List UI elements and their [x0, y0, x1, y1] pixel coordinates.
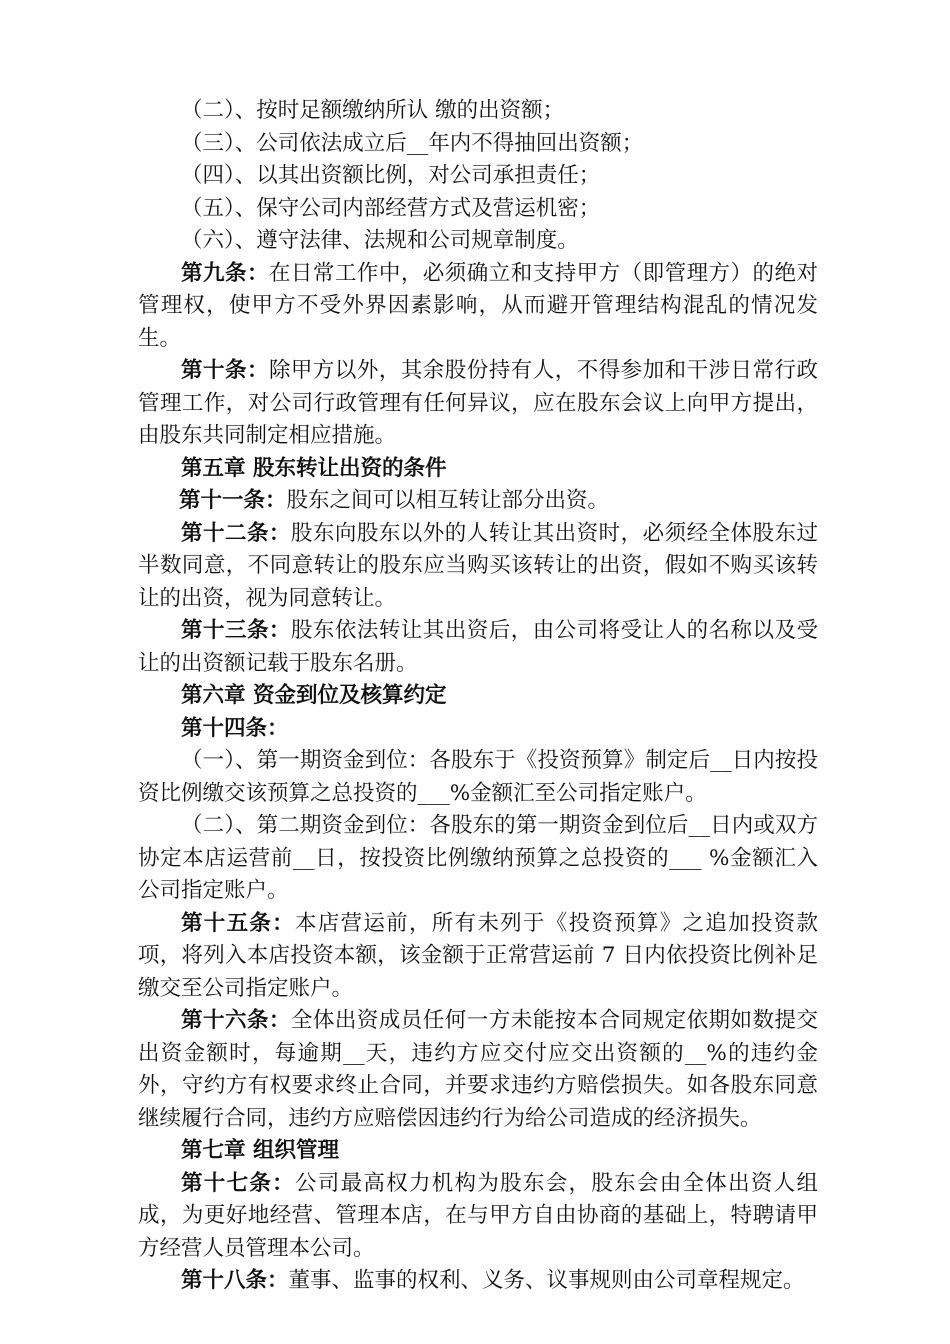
- article-18-label: 第十八条：: [181, 1268, 289, 1293]
- chapter-6-heading: 第六章 资金到位及核算约定: [181, 683, 447, 708]
- article-12: [138, 518, 818, 616]
- article-13-label: 第十三条：: [181, 618, 291, 643]
- clause-item-2: （二）、按时足额缴纳所认 缴的出资额；: [181, 98, 565, 123]
- article-17: [138, 1168, 818, 1266]
- document-body: [138, 95, 818, 1298]
- article-16: [138, 1005, 818, 1135]
- article-10: [138, 355, 818, 453]
- article-10-text: 除甲方以外，其余股份持有人，不得参加和干涉日常行政管理工作，对公司行政管理有任何异议，应在股东会议上向甲方提出，由股东共同制定相应措施。: [138, 358, 818, 448]
- article-15-label: 第十五条：: [181, 910, 295, 936]
- article-17-text: 公司最高权力机构为股东会，股东会由全体出资人组成，为更好地经营、管理本店，在与甲方自由协商的基础上，特聘请甲方经营人员管理本公司。: [138, 1170, 818, 1261]
- article-18-text: 董事、监事的权利、义务、议事规则由公司章程规定。: [288, 1268, 805, 1293]
- clause-item-4: （四）、以其出资额比例，对公司承担责任；: [181, 163, 601, 188]
- article-12-label: 第十二条：: [181, 520, 291, 546]
- article-16-text: 全体出资成员任何一方未能按本合同规定依期如数提交出资金额时，每逾期__天，违约方应交付应交出资额的__%的违约金外，守约方有权要求终止合同，并要求违约方赔偿损失。如各股东同意继续履行合同，违约方应赔偿因违约行为给公司造成的经济损失。: [138, 1008, 818, 1131]
- article-14-label: 第十四条：: [181, 715, 289, 741]
- article-13-text: 股东依法转让其出资后，由公司将受让人的名称以及受让的出资额记载于股东名册。: [138, 618, 818, 676]
- article-12-text: 股东向股东以外的人转让其出资时，必须经全体股东过半数同意，不同意转让的股东应当购买该转让的出资，假如不购买该转让的出资，视为同意转让。: [138, 520, 818, 611]
- article-10-label: 第十条：: [181, 358, 269, 383]
- article-16-label: 第十六条：: [181, 1008, 291, 1033]
- chapter-7-heading: 第七章 组织管理: [181, 1138, 339, 1163]
- article-9-text: 在日常工作中，必须确立和支持甲方（即管理方）的绝对管理权，使甲方不受外界因素影响，从而避开管理结构混乱的情况发生。: [138, 260, 818, 351]
- article-17-label: 第十七条：: [181, 1170, 295, 1196]
- clause-item-6: （六）、遵守法律、法规和公司规章制度。: [181, 228, 579, 253]
- clause-item-5: （五）、保守公司内部经营方式及营运机密；: [181, 195, 601, 221]
- article-9-label: 第九条：: [181, 260, 269, 286]
- article-11: [138, 485, 818, 518]
- chapter-5-heading: 第五章 股东转让出资的条件: [181, 455, 447, 481]
- article-15-text: 本店营运前，所有未列于《投资预算》之追加投资款项，将列入本店投资本额，该金额于正常营运前 7 日内依投资比例补足缴交至公司指定账户。: [138, 910, 818, 1001]
- article-11-text: 股东之间可以相互转让部分出资。: [286, 488, 610, 513]
- article-14-item-2: （二）、第二期资金到位：各股东的第一期资金到位后__日内或双方协定本店运营前__日，按投资比例缴纳预算之总投资的___ %金额汇入公司指定账户。: [138, 813, 818, 903]
- article-18: [138, 1265, 818, 1298]
- article-11-label: 第十一条：: [179, 488, 287, 513]
- article-13: [138, 615, 818, 680]
- article-15: [138, 908, 818, 1006]
- article-9: [138, 258, 818, 356]
- clause-item-3: （三）、公司依法成立后__年内不得抽回出资额；: [181, 130, 644, 156]
- article-14-item-1: （一）、第一期资金到位：各股东于《投资预算》制定后__日内按投资比例缴交该预算之总投资的___%金额汇至公司指定账户。: [138, 748, 818, 806]
